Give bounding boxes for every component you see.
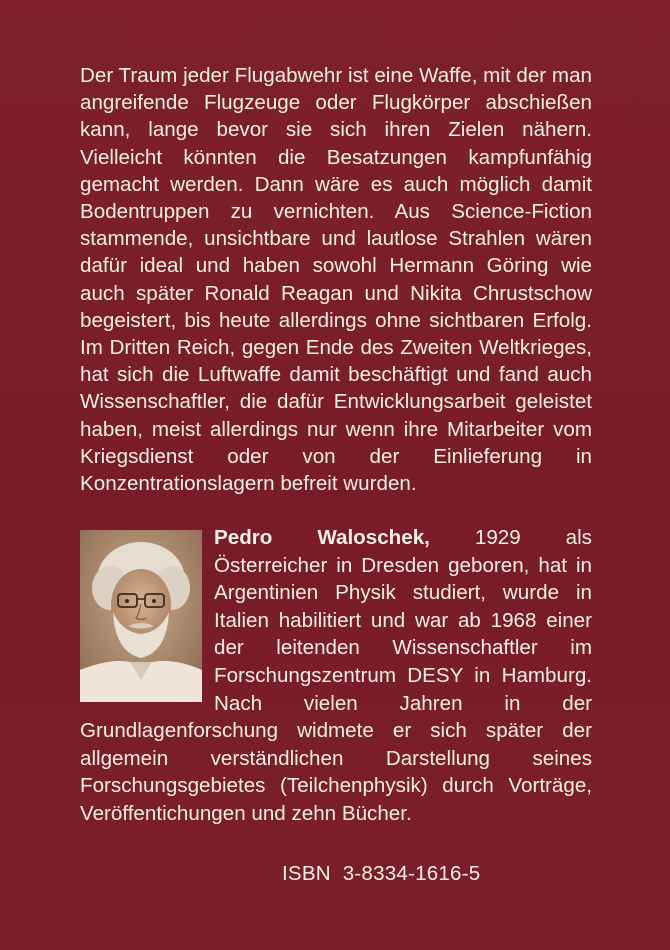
author-portrait <box>80 530 202 702</box>
author-bio-text: 1929 als Österreicher in Dresden geboren, hat in Argentinien Physik studiert, wurde in Italien habilitiert und war ab 1968 einer der leitenden Wissenschaftler im Forschungszentrum DESY in Hamburg. Nach vielen Jahren in der Grundlagenforschung widmete er sich später der allgemein verständlichen Darstellung seines Forschungsgebietes (Teilchenphysik) durch Vorträge, Veröffentichungen und zehn Bücher. <box>80 526 592 825</box>
author-name: Pedro Waloschek, <box>214 526 430 549</box>
isbn: ISBN 3-8334-1616-5 <box>282 862 481 885</box>
blurb-text: Der Traum jeder Flugabwehr ist eine Waffe, mit der man angreifende Flugzeuge oder Flugkörper abschießen kann, lange bevor sie sich ihren Zielen nähern. Vielleicht könnten die Besatzungen kampfunfähig gemacht werden. Dann wäre es auch möglich damit Bodentruppen zu vernichten. Aus Science-Fiction stammende, unsichtbare und lautlose Strahlen wären dafür ideal und haben sowohl Hermann Göring wie auch später Ronald Reagan und Nikita Chrustschow begeistert, bis heute allerdings ohne sichtbaren Erfolg. Im Dritten Reich, gegen Ende des Zweiten Weltkrieges, hat sich die Luftwaffe damit beschäftigt und fand auch Wissenschaftler, die dafür Entwicklungsarbeit geleistet haben, meist allerdings nur wenn ihre Mitarbeiter vom Kriegsdienst oder von der Einlieferung in Konzentrationslagern befreit wurden. <box>80 64 592 496</box>
author-portrait-image <box>80 530 202 702</box>
author-bio-section <box>80 524 592 828</box>
